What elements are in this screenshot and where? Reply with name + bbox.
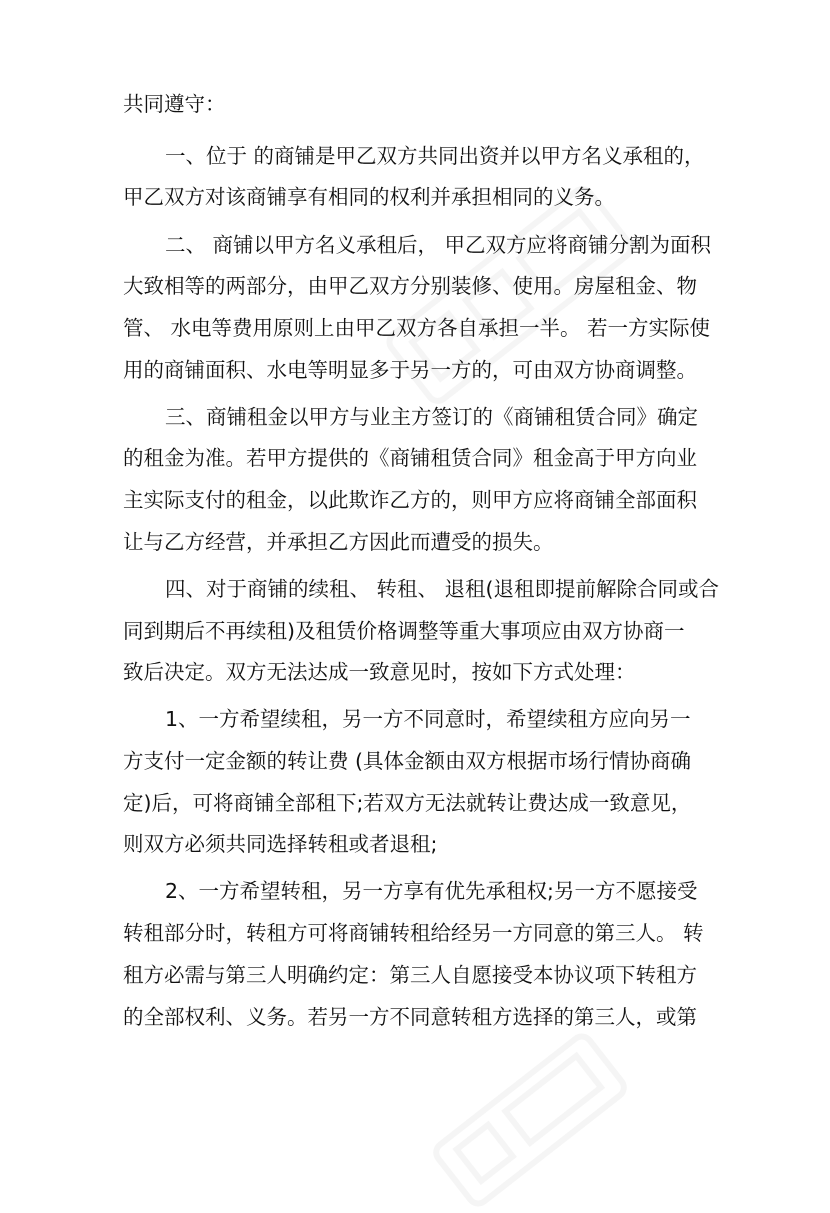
- text-line: 四、对于商铺的续租、 转租、 退租(退租即提前解除合同或合: [165, 577, 720, 601]
- text-line: 同到期后不再续租)及租赁价格调整等重大事项应由双方协商一: [123, 619, 685, 643]
- text-line: 致后决定。双方无法达成一致意见时，按如下方式处理：: [123, 660, 636, 684]
- text-line: 2、一方希望转租，另一方享有优先承租权;另一方不愿接受: [165, 879, 698, 903]
- text-line: 三、商铺租金以甲方与业主方签订的《商铺租赁合同》确定: [165, 405, 698, 429]
- watermark-icon: [427, 1027, 634, 1213]
- text-line: 二、 商铺以甲方名义承租后， 甲乙双方应将商铺分割为面积: [165, 233, 712, 257]
- text-line: 则双方必须共同选择转租或者退租;: [123, 832, 438, 856]
- text-line: 租方必需与第三人明确约定：第三人自愿接受本协议项下转租方: [123, 963, 697, 987]
- text-line: 大致相等的两部分，由甲乙双方分别装修、使用。房屋租金、物: [123, 274, 697, 298]
- text-line: 一、位于 的商铺是甲乙双方共同出资并以甲方名义承租的，: [165, 144, 705, 168]
- text-line: 共同遵守：: [123, 92, 226, 116]
- text-line: 管、 水电等费用原则上由甲乙双方各自承担一半。 若一方实际使: [123, 316, 711, 340]
- text-line: 让与乙方经营，并承担乙方因此而遭受的损失。: [123, 530, 554, 554]
- text-line: 转租部分时，转租方可将商铺转租给经另一方同意的第三人。 转: [123, 921, 704, 945]
- text-line: 方支付一定金额的转让费 (具体金额由双方根据市场行情协商确: [123, 749, 692, 773]
- text-line: 甲乙双方对该商铺享有相同的权利并承担相同的义务。: [123, 185, 615, 209]
- text-line: 的租金为准。若甲方提供的《商铺租赁合同》租金高于甲方向业: [123, 446, 697, 470]
- text-line: 用的商铺面积、水电等明显多于另一方的，可由双方协商调整。: [123, 358, 697, 382]
- text-line: 定)后，可将商铺全部租下;若双方无法就转让费达成一致意见，: [123, 791, 692, 815]
- text-line: 的全部权利、义务。若另一方不同意转租方选择的第三人，或第: [123, 1005, 697, 1029]
- text-line: 主实际支付的租金，以此欺诈乙方的，则甲方应将商铺全部面积: [123, 488, 697, 512]
- text-line: 1、一方希望续租，另一方不同意时，希望续租方应向另一: [165, 707, 691, 731]
